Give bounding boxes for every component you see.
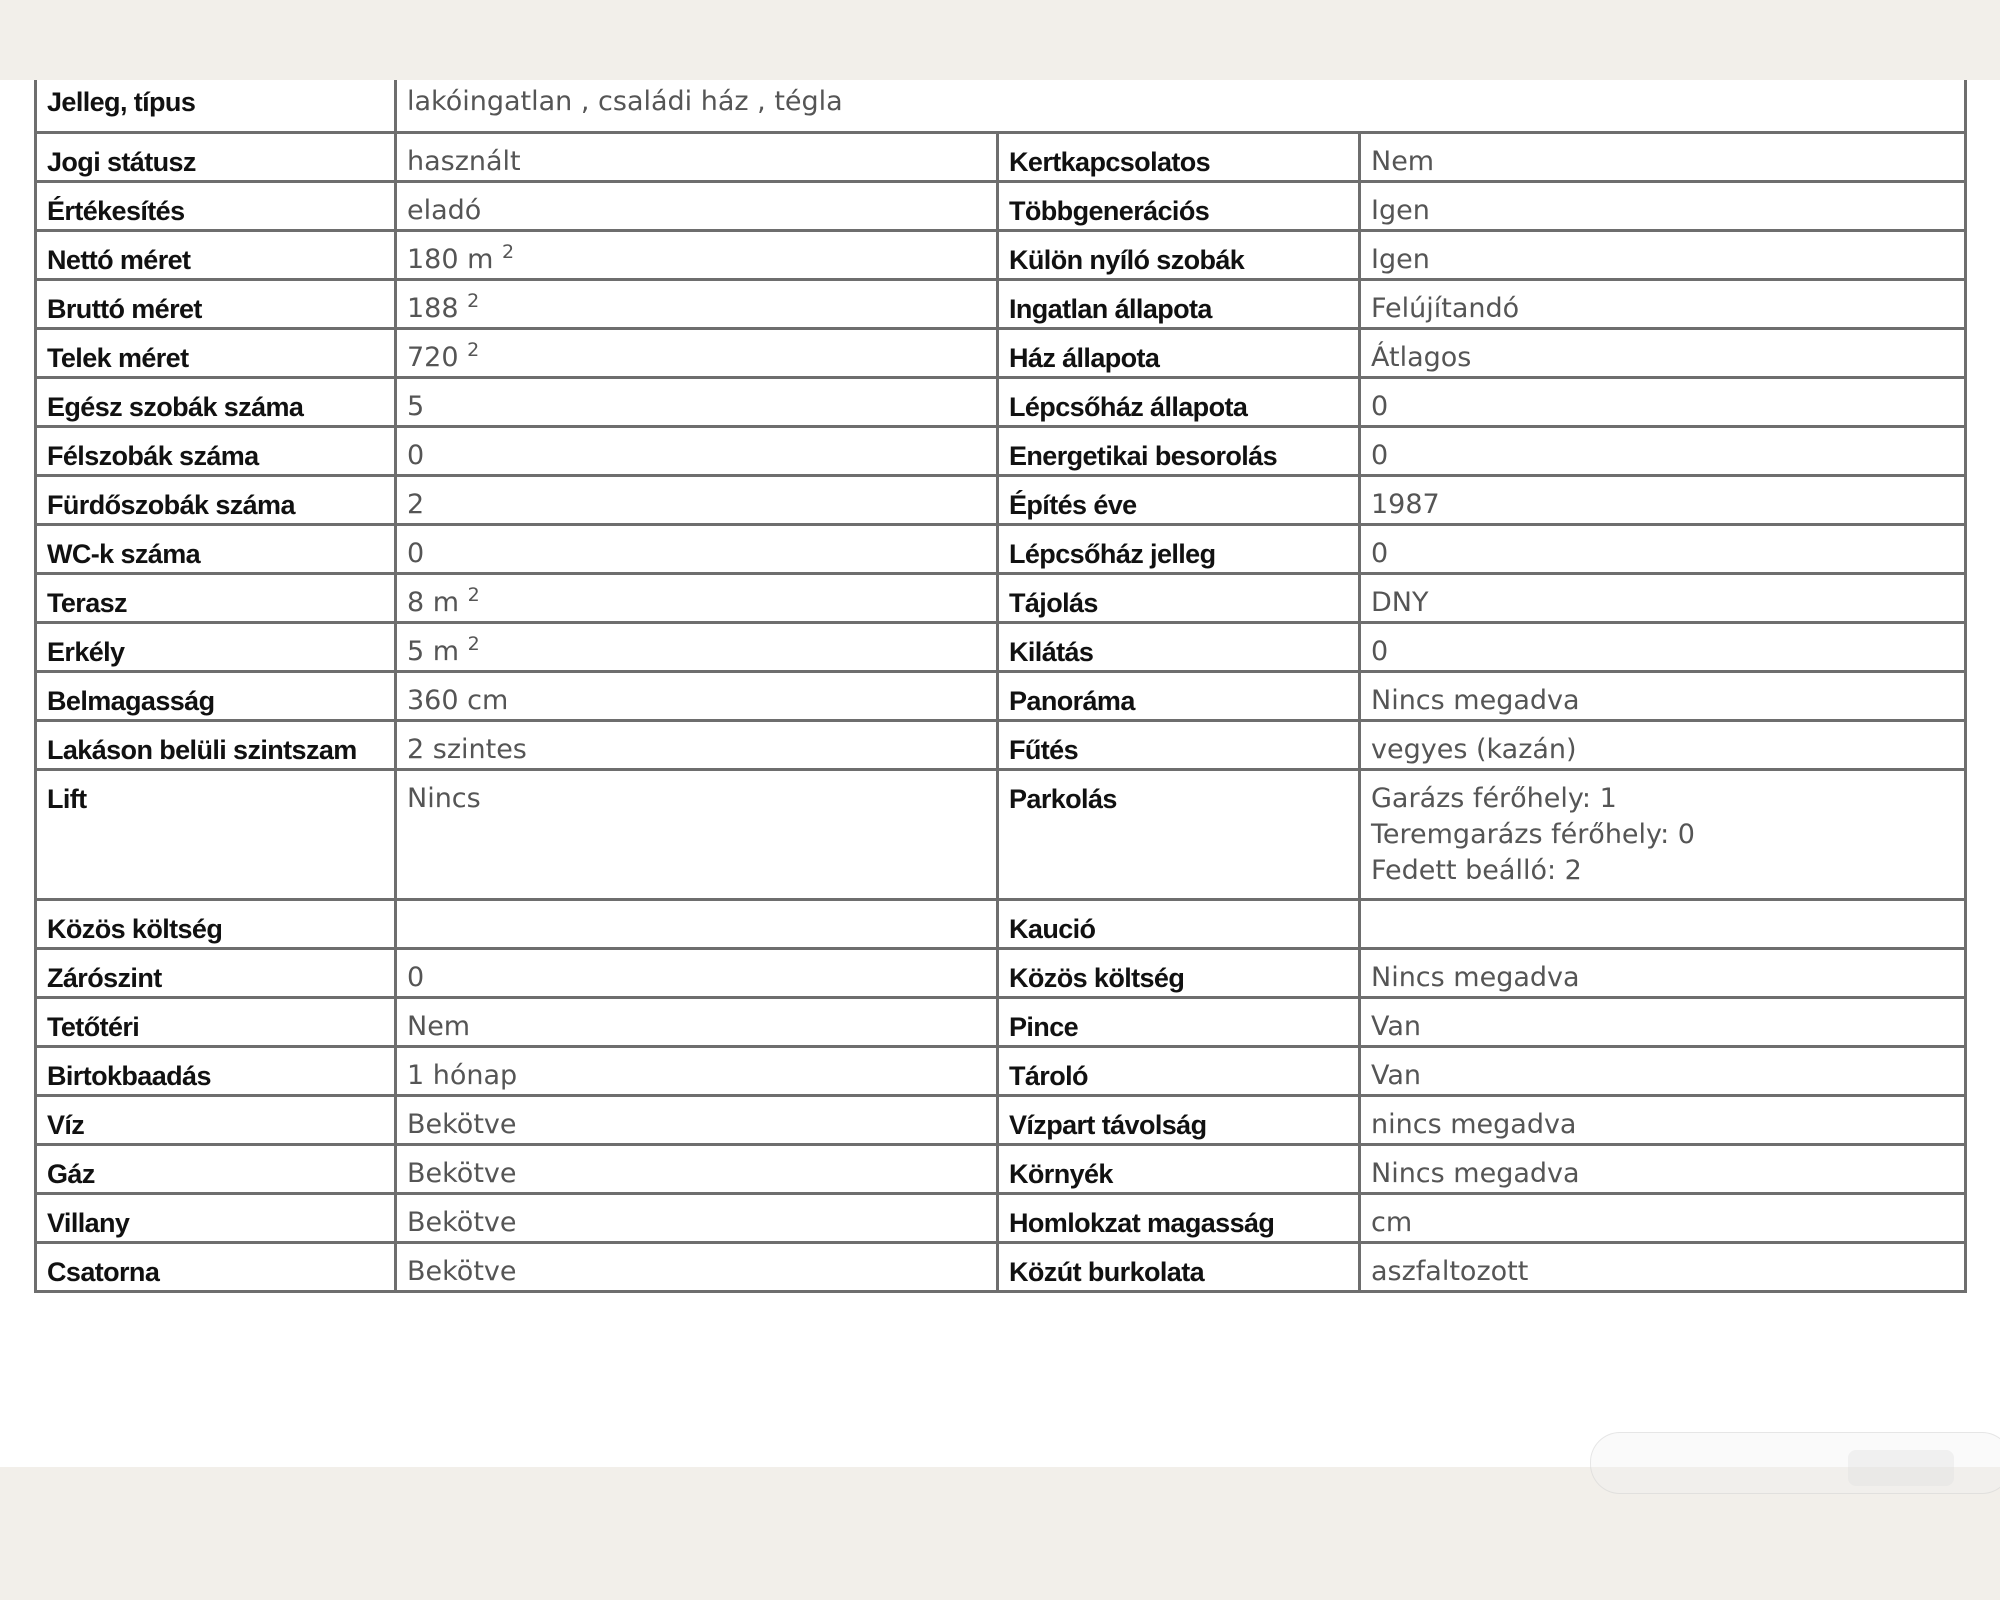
value-text: Van [1371, 1010, 1422, 1042]
row-label: Külön nyíló szobák [998, 230, 1360, 279]
value-text: 0 [1371, 537, 1389, 569]
row-value [1360, 1144, 1966, 1193]
row-label: Tetőtéri [36, 997, 396, 1046]
row-label: Nettó méret [36, 230, 396, 279]
table-row [36, 524, 1966, 573]
row-value [396, 377, 998, 426]
row-value [396, 426, 998, 475]
row-value: lakóingatlan , családi ház , tégla [396, 80, 1966, 132]
row-label: Jelleg, típus [36, 80, 396, 132]
value-text: DNY [1371, 586, 1429, 618]
row-label: Tájolás [998, 573, 1360, 622]
value-text: Nem [407, 1010, 471, 1042]
table-row [36, 279, 1966, 328]
value-text: nincs megadva [1371, 1108, 1577, 1140]
row-value [396, 671, 998, 720]
value-text: 1 hónap [407, 1059, 518, 1091]
value-text: cm [1371, 1206, 1413, 1238]
row-value [396, 524, 998, 573]
row-label: Bruttó méret [36, 279, 396, 328]
row-label: Többgenerációs [998, 181, 1360, 230]
value-text: 0 [407, 961, 425, 993]
row-value [1360, 573, 1966, 622]
row-value [396, 230, 998, 279]
row-value [396, 720, 998, 769]
row-label: Közös költség [998, 948, 1360, 997]
row-label: Energetikai besorolás [998, 426, 1360, 475]
value-text: 8 m [407, 586, 460, 618]
row-label: Közút burkolata [998, 1242, 1360, 1291]
table-row [36, 1193, 1966, 1242]
value-text: Nincs megadva [1371, 961, 1580, 993]
table-row [36, 671, 1966, 720]
table-row [36, 997, 1966, 1046]
row-value [396, 997, 998, 1046]
value-text: 0 [407, 439, 425, 471]
value-text: 1987 [1371, 488, 1440, 520]
value-text: 5 m [407, 635, 460, 667]
row-label: Villany [36, 1193, 396, 1242]
row-label: Pince [998, 997, 1360, 1046]
value-text: Igen [1371, 243, 1430, 275]
row-label: Kaució [998, 899, 1360, 948]
row-value [1360, 230, 1966, 279]
table-row [36, 80, 1966, 132]
row-label: Víz [36, 1095, 396, 1144]
value-text: Felújítandó [1371, 292, 1520, 324]
table-row [36, 899, 1966, 948]
value-text: 2 [407, 488, 425, 520]
value-text: eladó [407, 194, 482, 226]
floating-toolbar-button[interactable] [1848, 1450, 1954, 1486]
row-label: Tároló [998, 1046, 1360, 1095]
row-label: Építés éve [998, 475, 1360, 524]
table-row [36, 230, 1966, 279]
row-label: Birtokbaadás [36, 1046, 396, 1095]
row-label: Panoráma [998, 671, 1360, 720]
row-value [396, 573, 998, 622]
value-text: Bekötve [407, 1157, 517, 1189]
row-value [396, 899, 998, 948]
row-value [1360, 132, 1966, 181]
row-label: Terasz [36, 573, 396, 622]
table-row [36, 1095, 1966, 1144]
row-value [396, 279, 998, 328]
value-text: Nem [1371, 145, 1435, 177]
row-label: Vízpart távolság [998, 1095, 1360, 1144]
table-row [36, 132, 1966, 181]
row-label: Lift [36, 769, 396, 899]
value-text: 0 [1371, 635, 1389, 667]
row-value [396, 475, 998, 524]
row-value [1360, 769, 1966, 899]
row-value [1360, 671, 1966, 720]
value-text: Nincs [407, 782, 481, 814]
table-row [36, 1046, 1966, 1095]
value-text: 0 [407, 537, 425, 569]
value-text: 180 m [407, 243, 494, 275]
unit-superscript: 2 [467, 289, 480, 312]
row-label: Homlokzat magasság [998, 1193, 1360, 1242]
row-label: Fürdőszobák száma [36, 475, 396, 524]
value-text: Bekötve [407, 1255, 517, 1287]
value-line: Teremgarázs férőhely: 0 [1371, 818, 1695, 850]
row-label: Fűtés [998, 720, 1360, 769]
value-text: Bekötve [407, 1206, 517, 1238]
value-text: Bekötve [407, 1108, 517, 1140]
row-value [396, 622, 998, 671]
row-value [1360, 328, 1966, 377]
row-value [396, 181, 998, 230]
row-value [396, 1144, 998, 1193]
value-line: Fedett beálló: 2 [1371, 854, 1582, 886]
row-value [396, 769, 998, 899]
row-value [396, 132, 998, 181]
row-value [1360, 720, 1966, 769]
row-value [1360, 426, 1966, 475]
table-row [36, 948, 1966, 997]
row-label: Lakáson belüli szintszam [36, 720, 396, 769]
row-value [1360, 524, 1966, 573]
row-label: Csatorna [36, 1242, 396, 1291]
value-text: 360 cm [407, 684, 509, 716]
row-value [1360, 1193, 1966, 1242]
table-row [36, 328, 1966, 377]
table-row [36, 720, 1966, 769]
value-text: Nincs megadva [1371, 1157, 1580, 1189]
document-page [0, 80, 2000, 1467]
row-value [396, 328, 998, 377]
row-value [1360, 899, 1966, 948]
table-row [36, 181, 1966, 230]
row-value [396, 1046, 998, 1095]
row-value [396, 1095, 998, 1144]
table-row [36, 769, 1966, 899]
row-value [396, 1193, 998, 1242]
value-line: Garázs férőhely: 1 [1371, 782, 1617, 814]
row-label: Parkolás [998, 769, 1360, 899]
row-label: Gáz [36, 1144, 396, 1193]
row-label: Kertkapcsolatos [998, 132, 1360, 181]
row-label: Ház állapota [998, 328, 1360, 377]
value-text: Van [1371, 1059, 1422, 1091]
row-label: Zárószint [36, 948, 396, 997]
row-value [1360, 377, 1966, 426]
value-text: 0 [1371, 390, 1389, 422]
table-row [36, 475, 1966, 524]
value-text: 5 [407, 390, 425, 422]
table-row [36, 426, 1966, 475]
row-label: Erkély [36, 622, 396, 671]
value-text: 720 [407, 341, 459, 373]
value-text: Nincs megadva [1371, 684, 1580, 716]
row-label: Telek méret [36, 328, 396, 377]
row-label: Közös költség [36, 899, 396, 948]
row-value [1360, 1242, 1966, 1291]
row-value [1360, 1095, 1966, 1144]
row-label: Lépcsőház állapota [998, 377, 1360, 426]
value-text: 188 [407, 292, 459, 324]
row-value [1360, 997, 1966, 1046]
table-row [36, 1242, 1966, 1291]
row-label: WC-k száma [36, 524, 396, 573]
row-label: Jogi státusz [36, 132, 396, 181]
row-label: Környék [998, 1144, 1360, 1193]
row-value [396, 948, 998, 997]
value-text: vegyes (kazán) [1371, 733, 1577, 765]
row-value [1360, 475, 1966, 524]
row-label: Lépcsőház jelleg [998, 524, 1360, 573]
value-text: aszfaltozott [1371, 1255, 1529, 1287]
row-value [1360, 1046, 1966, 1095]
row-value [1360, 279, 1966, 328]
property-details-table [34, 80, 1967, 1293]
value-text: Igen [1371, 194, 1430, 226]
unit-superscript: 2 [502, 240, 515, 263]
value-text: 2 szintes [407, 733, 527, 765]
value-text: használt [407, 145, 521, 177]
row-label: Egész szobák száma [36, 377, 396, 426]
unit-superscript: 2 [467, 583, 480, 606]
table-row [36, 622, 1966, 671]
value-text: Átlagos [1371, 341, 1472, 373]
row-label: Belmagasság [36, 671, 396, 720]
row-value [1360, 622, 1966, 671]
table-row [36, 377, 1966, 426]
row-value [396, 1242, 998, 1291]
row-label: Értékesítés [36, 181, 396, 230]
value-text: 0 [1371, 439, 1389, 471]
table-row [36, 1144, 1966, 1193]
unit-superscript: 2 [467, 338, 480, 361]
row-label: Ingatlan állapota [998, 279, 1360, 328]
row-value [1360, 181, 1966, 230]
unit-superscript: 2 [467, 632, 480, 655]
table-row [36, 573, 1966, 622]
row-value [1360, 948, 1966, 997]
row-label: Félszobák száma [36, 426, 396, 475]
row-label: Kilátás [998, 622, 1360, 671]
